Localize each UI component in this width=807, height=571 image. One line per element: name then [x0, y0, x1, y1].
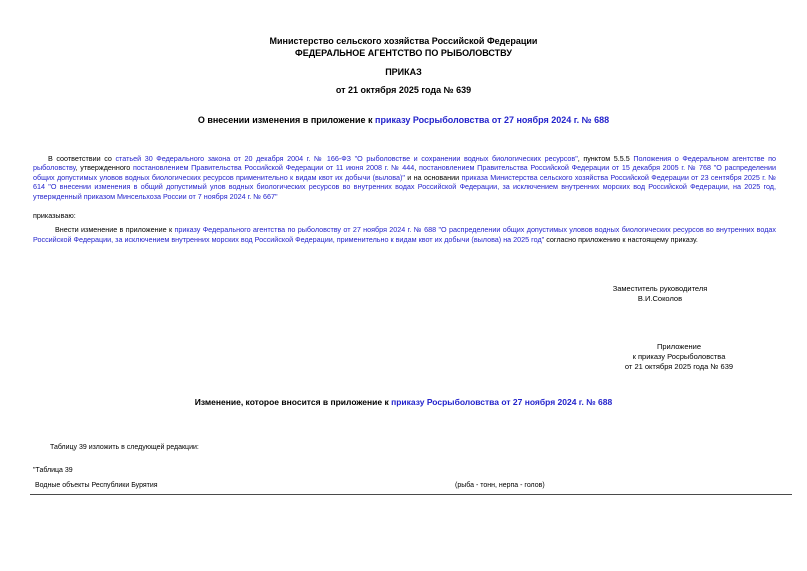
change-text-1: Внести изменение в приложение к: [55, 225, 175, 235]
table-caption: "Таблица 39: [33, 467, 73, 475]
appendix-label: Приложение: [657, 342, 701, 352]
preamble-text-1: В соответствии со: [48, 154, 116, 163]
document-header: [0, 0, 807, 59]
preamble-paragraph: [33, 154, 776, 201]
preamble-text-3: , утвержденного: [75, 163, 134, 173]
agency-regulation-link[interactable]: Положения о Федеральном агентстве по рыболовству: [33, 154, 776, 173]
signature-name: В.И.Соколов: [637, 294, 683, 304]
instruction-text: Таблицу 39 изложить в следующей редакции:: [50, 444, 199, 452]
doc-title: [0, 115, 807, 125]
resolution-768-link[interactable]: постановлением Правительства Российской Федерации от 15 декабря 2005 г. № 768 "О распределении общих допустимых уловов водных биологических ресурсов применительно к видам квот их добычи (вылова)": [33, 163, 776, 182]
doc-type-label: ПРИКАЗ: [385, 67, 422, 77]
signature-position: Заместитель руководителя: [612, 284, 708, 294]
change-heading-text: Изменение, которое вносится в приложение к: [194, 397, 392, 408]
order-688-link[interactable]: приказу Федерального агентства по рыболовству от 27 ноября 2024 г. № 688 "О распределении общих допустимых уловов водных биологических ресурсов во внутренних водах Российской Федерации, за исключением внутренних морских вод Российской Федерации, применительно к видам квот их добычи (вылова) на 2025 год": [33, 225, 776, 244]
table-top-rule: [30, 494, 792, 495]
order-word: приказываю:: [33, 211, 76, 221]
appendix-reference-block: [584, 342, 774, 372]
change-text-2: согласно приложению к настоящему приказу.: [544, 234, 698, 244]
appendix-date-ref: от 21 октября 2025 года № 639: [624, 362, 734, 372]
table-header-left: Водные объекты Республики Бурятия: [35, 482, 158, 490]
law-166-fz-link[interactable]: статьей 30 Федерального закона от 20 декабря 2004 г. № 166-ФЗ "О рыболовстве и сохранении водных биологических ресурсов": [115, 154, 578, 163]
doc-title-link[interactable]: приказу Росрыболовства от 27 ноября 2024 г. № 688: [375, 115, 610, 125]
change-heading: [0, 397, 807, 407]
preamble-text-2: , пунктом 5.5.5: [577, 154, 634, 163]
order-614-link[interactable]: приказа Министерства сельского хозяйства Российской Федерации от 23 сентября 2025 г. № 614 "О внесении изменения в общий допустимый улов водных биологических ресурсов во внутренних водах Российской Федерации, за исключением внутренних морских вод Российской Федерации, на 2025 год, утвержденный приказом Минсельхоза России от 7 ноября 2024 г. № 667": [33, 172, 776, 201]
signature-block: [550, 284, 770, 304]
doc-date-line: от 21 октября 2025 года № 639: [335, 85, 472, 95]
appendix-order-ref: к приказу Росрыболовства: [632, 352, 726, 362]
preamble-text-5: и на основании: [404, 172, 462, 182]
change-heading-link[interactable]: приказу Росрыболовства от 27 ноября 2024 г. № 688: [391, 397, 613, 408]
ministry-line: Министерство сельского хозяйства Российской Федерации: [269, 36, 538, 46]
table-header-row: [30, 482, 792, 492]
table-header-right: (рыба - тонн, нерпа - голов): [455, 482, 545, 490]
resolution-444-link[interactable]: постановлением Правительства Российской Федерации от 11 июня 2008 г. № 444: [133, 163, 415, 173]
preamble-text-4: ,: [414, 163, 420, 173]
change-paragraph: [33, 225, 776, 244]
doc-title-text: О внесении изменения в приложение к: [197, 115, 376, 125]
agency-line: ФЕДЕРАЛЬНОЕ АГЕНТСТВО ПО РЫБОЛОВСТВУ: [295, 48, 512, 58]
